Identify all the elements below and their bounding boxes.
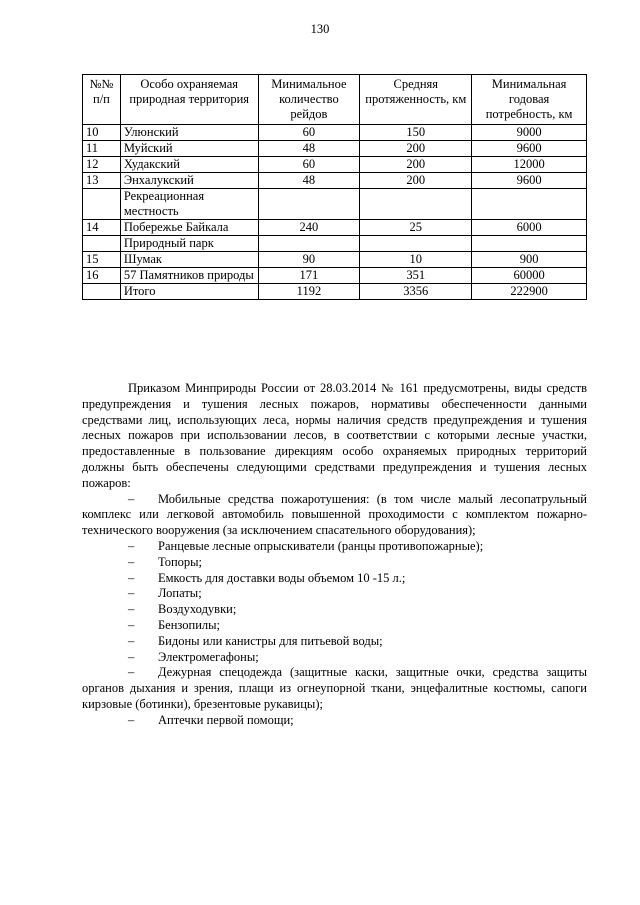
list-item bbox=[82, 618, 587, 634]
row-need: 222900 bbox=[472, 284, 587, 300]
dash-marker: – bbox=[128, 538, 135, 553]
row-territory: Природный парк bbox=[120, 236, 258, 252]
table-row bbox=[83, 141, 587, 157]
row-need bbox=[472, 189, 587, 220]
list-item bbox=[82, 665, 587, 712]
row-need: 6000 bbox=[472, 220, 587, 236]
row-need bbox=[472, 236, 587, 252]
row-territory: 57 Памятников природы bbox=[120, 268, 258, 284]
table-header-row bbox=[83, 75, 587, 125]
dash-marker: – bbox=[128, 570, 135, 585]
dash-marker: – bbox=[128, 586, 135, 601]
list-item bbox=[82, 492, 587, 539]
dash-marker: – bbox=[128, 491, 135, 506]
row-raids: 1192 bbox=[258, 284, 360, 300]
row-territory: Рекреационная местность bbox=[120, 189, 258, 220]
header-need: Минимальная годовая потребность, км bbox=[472, 75, 587, 125]
row-need: 9600 bbox=[472, 141, 587, 157]
row-need: 9000 bbox=[472, 125, 587, 141]
row-need: 60000 bbox=[472, 268, 587, 284]
table-row bbox=[83, 268, 587, 284]
row-number: 11 bbox=[83, 141, 121, 157]
row-length: 3356 bbox=[360, 284, 472, 300]
row-raids: 48 bbox=[258, 173, 360, 189]
list-item-text: Мобильные средства пожаротушения: (в том числе малый лесопатрульный комплекс или легковой автомобиль повышенной проходимости с комплектом пожарно-технического вооружения (за исключением спасательного оборудования); bbox=[82, 491, 587, 538]
row-number bbox=[83, 284, 121, 300]
row-length: 200 bbox=[360, 173, 472, 189]
row-territory: Побережье Байкала bbox=[120, 220, 258, 236]
row-territory: Энхалукский bbox=[120, 173, 258, 189]
row-need: 12000 bbox=[472, 157, 587, 173]
row-length: 200 bbox=[360, 157, 472, 173]
list-item-text: Бензопилы; bbox=[158, 617, 221, 632]
row-raids bbox=[258, 189, 360, 220]
row-raids: 240 bbox=[258, 220, 360, 236]
row-number: 13 bbox=[83, 173, 121, 189]
document-body bbox=[82, 381, 587, 729]
list-item-text: Топоры; bbox=[158, 554, 203, 569]
dash-marker: – bbox=[128, 649, 135, 664]
dash-marker: – bbox=[128, 633, 135, 648]
table-row bbox=[83, 236, 587, 252]
table-row bbox=[83, 284, 587, 300]
dash-marker: – bbox=[128, 665, 135, 680]
row-length bbox=[360, 189, 472, 220]
row-territory: Улюнский bbox=[120, 125, 258, 141]
row-territory: Муйский bbox=[120, 141, 258, 157]
row-number bbox=[83, 189, 121, 220]
raids-table bbox=[82, 74, 587, 300]
dash-marker: – bbox=[128, 712, 135, 727]
row-number: 16 bbox=[83, 268, 121, 284]
list-item-text: Бидоны или канистры для питьевой воды; bbox=[158, 633, 383, 648]
list-item-text: Дежурная спецодежда (защитные каски, защитные очки, средства защиты органов дыхания и зрения, плащи из огнеупорной ткани, энцефалитные костюмы, сапоги кирзовые (ботинки), брезентовые рукавицы); bbox=[82, 665, 587, 711]
list-item bbox=[82, 571, 587, 587]
intro-paragraph: Приказом Минприроды России от 28.03.2014 № 161 предусмотрены, виды средств предупреждения и тушения лесных пожаров, нормативы обеспеченности данными средствами лиц, использующих леса, нормы наличия средств предупреждения и тушения лесных пожаров при использовании лесов, в соответствии с которыми лесные участки, предоставленные в пользование дирекциям особо охраняемых природных территорий должны быть обеспечены следующими средствами предупреждения и тушения лесных пожаров: bbox=[82, 381, 587, 490]
dash-marker: – bbox=[128, 617, 135, 632]
list-item bbox=[82, 634, 587, 650]
row-number: 14 bbox=[83, 220, 121, 236]
row-length: 25 bbox=[360, 220, 472, 236]
row-number: 15 bbox=[83, 252, 121, 268]
list-item-text: Емкость для доставки воды объемом 10 -15 л.; bbox=[158, 570, 406, 585]
table-row bbox=[83, 252, 587, 268]
table-row bbox=[83, 157, 587, 173]
list-item-text: Воздуходувки; bbox=[158, 602, 237, 617]
header-raids: Минимальное количество рейдов bbox=[258, 75, 360, 125]
header-territory: Особо охраняемая природная территория bbox=[120, 75, 258, 125]
row-length: 10 bbox=[360, 252, 472, 268]
page-number: 130 bbox=[310, 22, 330, 36]
row-number: 10 bbox=[83, 125, 121, 141]
dash-marker: – bbox=[128, 554, 135, 569]
row-raids: 171 bbox=[258, 268, 360, 284]
row-need: 9600 bbox=[472, 173, 587, 189]
list-item-text: Лопаты; bbox=[158, 586, 202, 601]
row-raids: 60 bbox=[258, 157, 360, 173]
table-row bbox=[83, 189, 587, 220]
row-raids bbox=[258, 236, 360, 252]
row-raids: 60 bbox=[258, 125, 360, 141]
header-number: №№ п/п bbox=[83, 75, 121, 125]
row-length: 351 bbox=[360, 268, 472, 284]
row-raids: 48 bbox=[258, 141, 360, 157]
list-item bbox=[82, 539, 587, 555]
row-number: 12 bbox=[83, 157, 121, 173]
row-need: 900 bbox=[472, 252, 587, 268]
table-row bbox=[83, 220, 587, 236]
row-territory: Итого bbox=[120, 284, 258, 300]
row-length: 150 bbox=[360, 125, 472, 141]
list-item bbox=[82, 555, 587, 571]
list-item-text: Ранцевые лесные опрыскиватели (ранцы противопожарные); bbox=[158, 538, 484, 553]
list-item-text: Электромегафоны; bbox=[158, 649, 259, 664]
list-item bbox=[82, 586, 587, 602]
list-item bbox=[82, 650, 587, 666]
list-item-text: Аптечки первой помощи; bbox=[158, 712, 294, 727]
row-number bbox=[83, 236, 121, 252]
row-raids: 90 bbox=[258, 252, 360, 268]
list-item bbox=[82, 602, 587, 618]
row-length bbox=[360, 236, 472, 252]
row-territory: Шумак bbox=[120, 252, 258, 268]
dash-marker: – bbox=[128, 602, 135, 617]
table-row bbox=[83, 173, 587, 189]
list-item bbox=[82, 713, 587, 729]
row-length: 200 bbox=[360, 141, 472, 157]
row-territory: Худакский bbox=[120, 157, 258, 173]
table-row bbox=[83, 125, 587, 141]
header-length: Средняя протяженность, км bbox=[360, 75, 472, 125]
equipment-list bbox=[82, 492, 587, 729]
